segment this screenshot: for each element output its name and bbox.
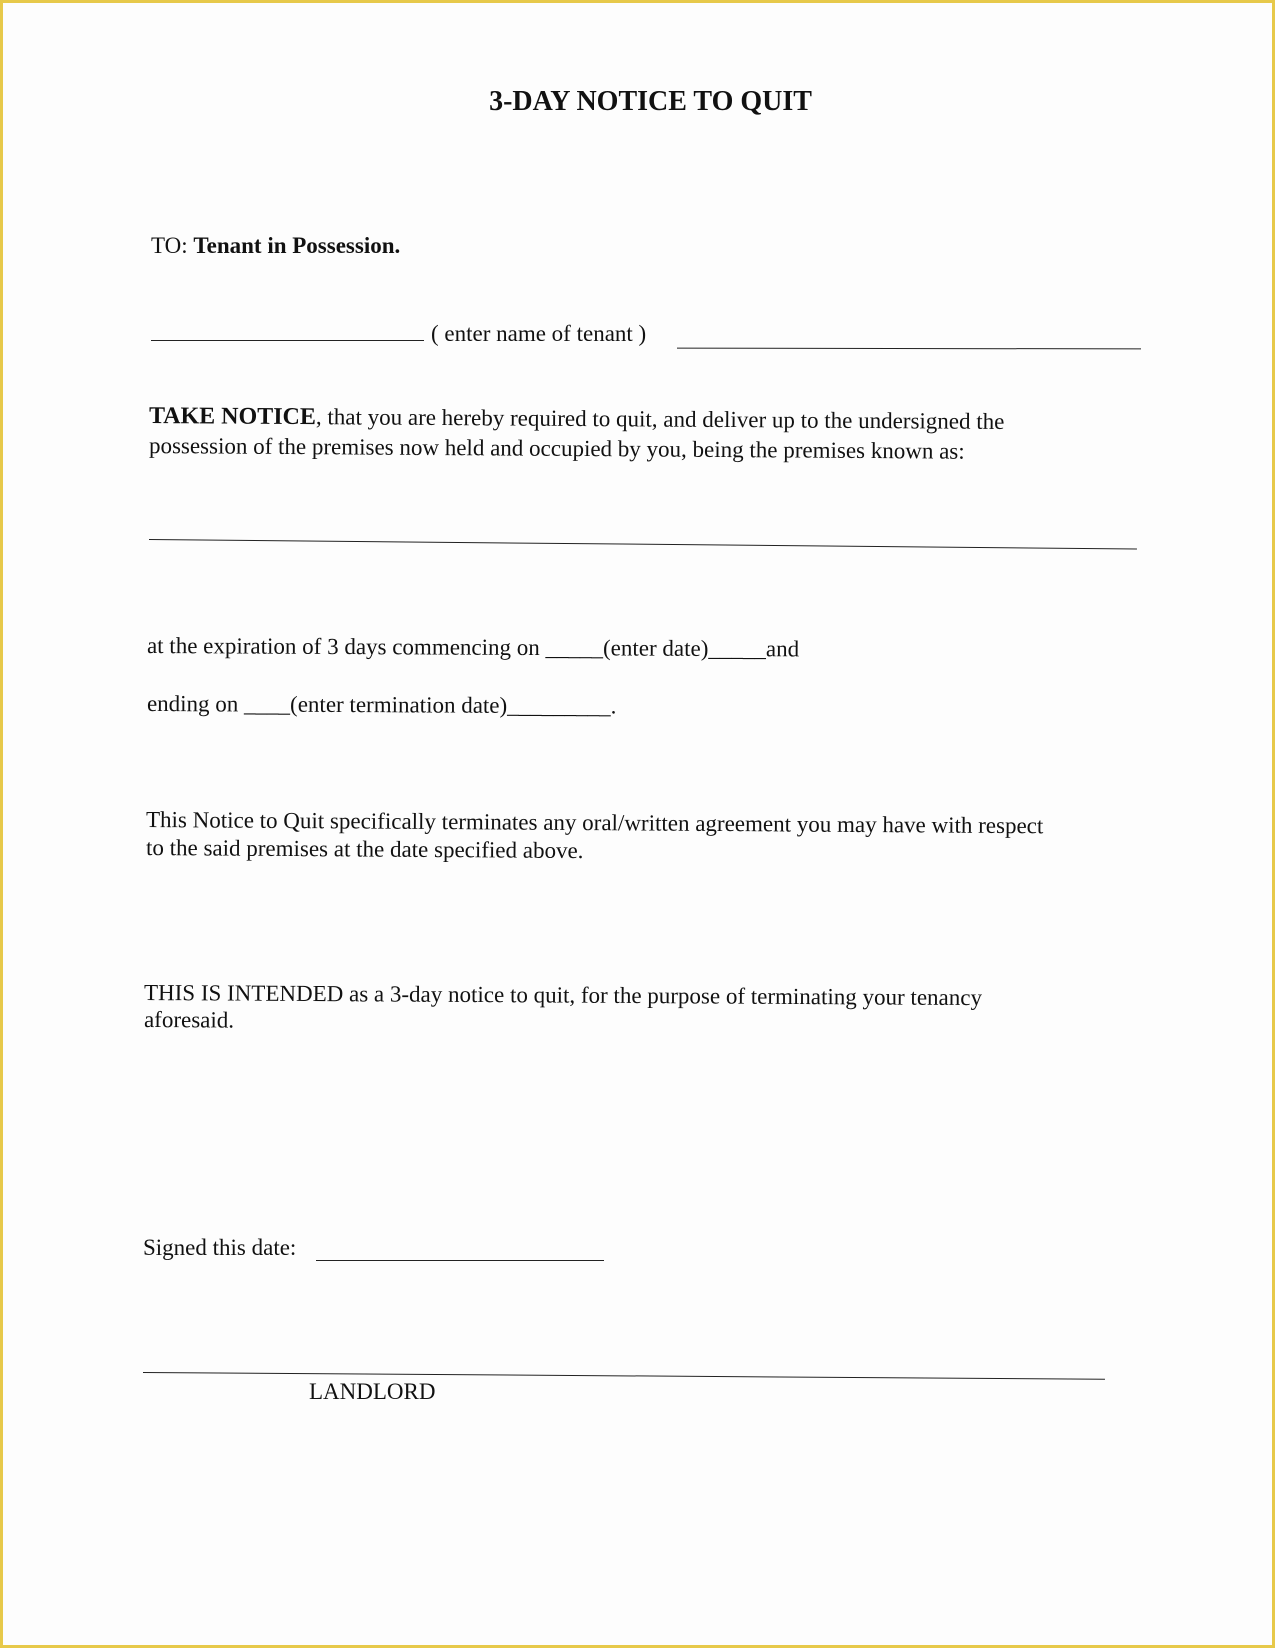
landlord-signature-line[interactable] [143,1372,1105,1380]
tenant-name-blank-left[interactable] [151,340,424,341]
termination-clause-line-1: This Notice to Quit specifically terminates any oral/written agreement you may have with respect [145,807,1044,839]
tenant-name-hint: ( enter name of tenant ) [431,321,647,346]
to-prefix: TO: [151,233,188,258]
intent-clause-line-1: THIS IS INTENDED as a 3-day notice to quit, for the purpose of terminating your tenancy [143,980,983,1011]
addressee-line [151,232,400,260]
signed-date-label: Signed this date: [143,1235,297,1260]
signed-date-blank[interactable] [316,1260,604,1261]
take-notice-line-1-rest: , that you are hereby required to quit, and deliver up to the undersigned the [315,404,1005,434]
expiration-line-2: ending on ____(enter termination date)_________. [146,691,617,719]
take-notice-line-2: possession of the premises now held and occupied by you, being the premises known as: [148,433,965,464]
termination-clause-line-2: to the said premises at the date specified above. [145,835,584,864]
expiration-line-1: at the expiration of 3 days commencing on _____(enter date)_____and [146,633,800,662]
tenant-name-blank-right[interactable] [677,348,1141,350]
intent-clause-line-2: aforesaid. [143,1007,235,1033]
document-title: 3-DAY NOTICE TO QUIT [489,86,812,117]
premises-address-blank[interactable] [149,539,1137,549]
take-notice-line-1 [149,402,1005,436]
take-notice-lead: TAKE NOTICE [148,403,317,431]
landlord-label: LANDLORD [309,1379,436,1404]
recipient-name: Tenant in Possession. [193,233,401,258]
